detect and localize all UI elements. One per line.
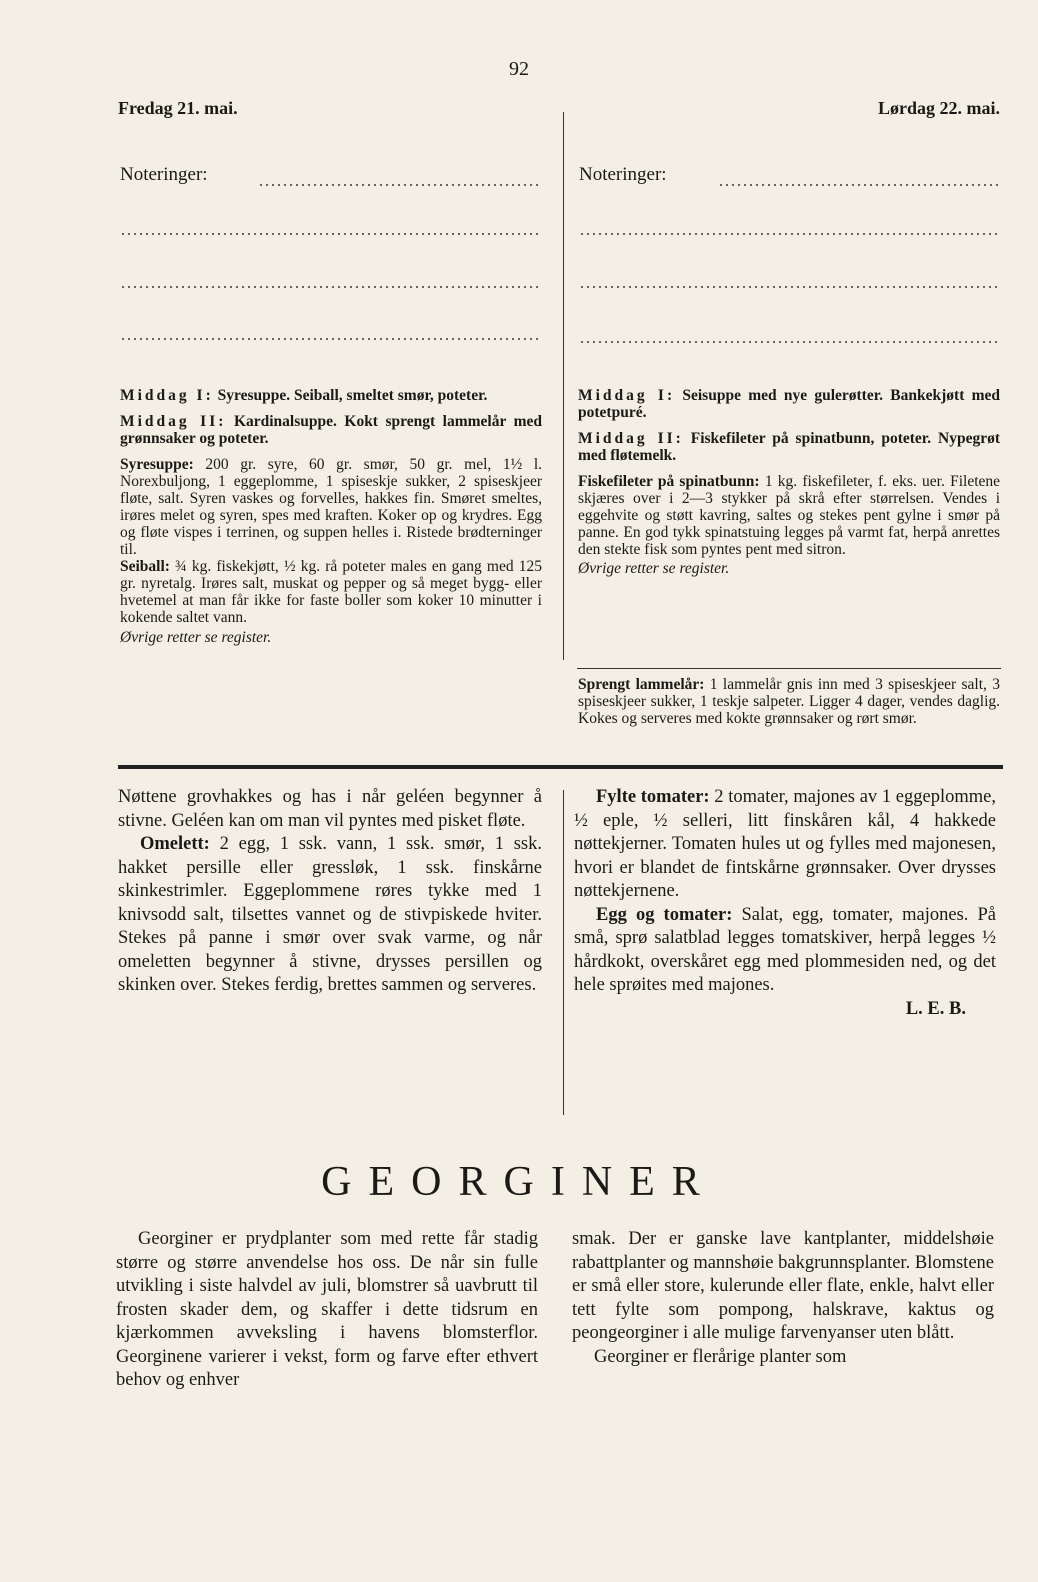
dinner2-label: Middag II: [120, 413, 227, 430]
author-signature: L. E. B. [905, 998, 966, 1019]
recipe-syresuppe-text: 200 gr. syre, 60 gr. smør, 50 gr. mel, 1½ l. Norexbuljong, 1 eggeplomme, 1 spiseskje sukker, 2 spiseskjeer fløte, salt. Syren vaskes og forvelles, hakkes fin. Smøret smeltes, irøres melet og syren, spes med kraften. Koker op og krydres. Egg og fløte vispes i terrinen, og suppen helles i. Ristede brødterninger til. [120, 456, 542, 558]
dinner1-text: Seisuppe med nye gulerøtter. Bankekjøtt med potetpuré. [578, 387, 1001, 421]
left-day-date: Fredag 21. mai. [118, 98, 238, 118]
recipe-seiball-label: Seiball: [120, 558, 170, 575]
notes-line[interactable] [120, 286, 540, 288]
omelett-label: Omelett: [140, 834, 210, 854]
column-divider [563, 790, 564, 1115]
right-menu-column [578, 387, 1000, 577]
recipe-separator [577, 668, 1001, 669]
notes-line[interactable] [120, 233, 540, 235]
page-number: 92 [509, 58, 529, 80]
notes-line[interactable] [579, 341, 998, 343]
recipe-lammelar-text: 1 lammelår gnis inn med 3 spiseskjeer salt, 3 spiseskjeer sukker, 1 teskje salpeter. Ligger 4 dager, vendes daglig. Kokes og serveres med kokte grønnsaker og rørt smør. [578, 676, 1001, 727]
recipe-lammelar-label: Sprengt lammelår: [578, 676, 705, 693]
fylte-tomater-text: 2 tomater, majones av 1 eggeplomme, ½ eple, ½ selleri, litt finskåren kål, 4 hakkede nøttekjerner. Tomaten hules ut og fylles med majonesen, hvori er blandet de fintskårne grønnsaker. Over drysses nøttekjernene. [574, 787, 996, 901]
other-dishes-note: Øvrige retter se register. [578, 560, 730, 577]
omelett-text: 2 egg, 1 ssk. vann, 1 ssk. smør, 1 ssk. hakket persille eller gressløk, 1 ssk. finskårne skinkestrimler. Eggeplommene røres tykke med 1 knivsodd salt, tilsettes vannet og de stivpiskede hviter. Stekes på panne i smør over svak varme, og når omeletten begynner å stivne, drysses persillen og skinken over. Stekes ferdig, brettes sammen og serveres. [118, 834, 542, 995]
recipe-seiball-text: ¾ kg. fiskekjøtt, ½ kg. rå poteter males en gang med 125 gr. nyretalg. Irøres salt, muskat og pepper og så meget bygg- eller hvetemel at man får ikke for faste boller som koker 10 minutter i kokende saltet vann. [120, 558, 542, 626]
dinner1-label: Middag I: [120, 387, 214, 404]
other-dishes-note: Øvrige retter se register. [120, 629, 272, 646]
right-day-date: Lørdag 22. mai. [877, 98, 1000, 118]
recipe-fiskefileter-label: Fiskefileter på spinatbunn: [578, 473, 760, 490]
middle-left-column [118, 786, 542, 998]
article-left-column [116, 1228, 538, 1393]
notes-line[interactable] [579, 233, 998, 235]
middle-right-column [574, 786, 996, 1021]
article-right-column [572, 1228, 994, 1369]
dinner2-text: Fiskefileter på spinatbunn, poteter. Nypegrøt med fløtemelk. [578, 430, 1001, 464]
article-heading: GEORGINER [321, 1159, 717, 1205]
dinner1-text: Syresuppe. Seiball, smeltet smør, poteter. [217, 387, 488, 404]
recipe-syresuppe-label: Syresuppe: [120, 456, 194, 473]
fylte-tomater-label: Fylte tomater: [596, 787, 710, 807]
right-lamb-recipe [578, 676, 1000, 727]
dinner2-text: Kardinalsuppe. Kokt sprengt lammelår med grønnsaker og poteter. [120, 413, 542, 447]
section-rule [118, 765, 1003, 769]
notes-line[interactable] [718, 184, 998, 186]
article-paragraph: Georginer er flerårige planter som [594, 1346, 847, 1367]
left-menu-column [120, 387, 542, 646]
article-paragraph: smak. Der er ganske lave kantplanter, middelshøie rabattplanter og mannshøie bakgrunnsplanter. Blomstene er små eller store, kulerunde eller flate, enkle, halvt eller tett fylte som pompong, halskrave, kaktus og peongeorginer i alle mulige farvenyanser uten blått. [572, 1229, 994, 1343]
notes-line[interactable] [258, 184, 540, 186]
gelee-paragraph: Nøttene grovhakkes og has i når geléen begynner å stivne. Geléen kan om man vil pyntes med pisket fløte. [118, 787, 542, 831]
egg-tomater-text: Salat, egg, tomater, majones. På små, sprø salatblad legges tomatskiver, herpå legges ½ hårdkokt, overskåret egg med plommesiden ned, og det hele sprøites med majones. [574, 904, 997, 995]
notes-line[interactable] [120, 338, 540, 340]
egg-tomater-label: Egg og tomater: [596, 904, 733, 925]
column-divider [563, 112, 564, 660]
recipe-fiskefileter-text: 1 kg. fiskefileter, f. eks. uer. Filetene skjæres over i 2—3 stykker på skrå efter størrelsen. Vendes i eggehvite og støtt kavring, saltes og stekes pent gylne i smør på panne. En god tykk spinatstuing legges på varmt fat, herpå anrettes den stekte fisk som pyntes pent med sitron. [578, 473, 1001, 558]
dinner1-label: Middag I: [578, 387, 676, 404]
dinner2-label: Middag II: [578, 430, 684, 447]
notes-line[interactable] [579, 286, 998, 288]
article-paragraph: Georginer er prydplanter som med rette får stadig større og større anvendelse hos oss. De når sin fulle utvikling i siste halvdel av juli, blomstrer så uavbrutt til frosten skader dem, og skaffer i dette tidsrum en kjærkommen avveksling i havens blomsterflor. Georginene varierer i vekst, form og farve efter ethvert behov og enhver [116, 1229, 538, 1390]
left-notes-label: Noteringer: [120, 164, 208, 185]
right-notes-label: Noteringer: [579, 164, 667, 185]
